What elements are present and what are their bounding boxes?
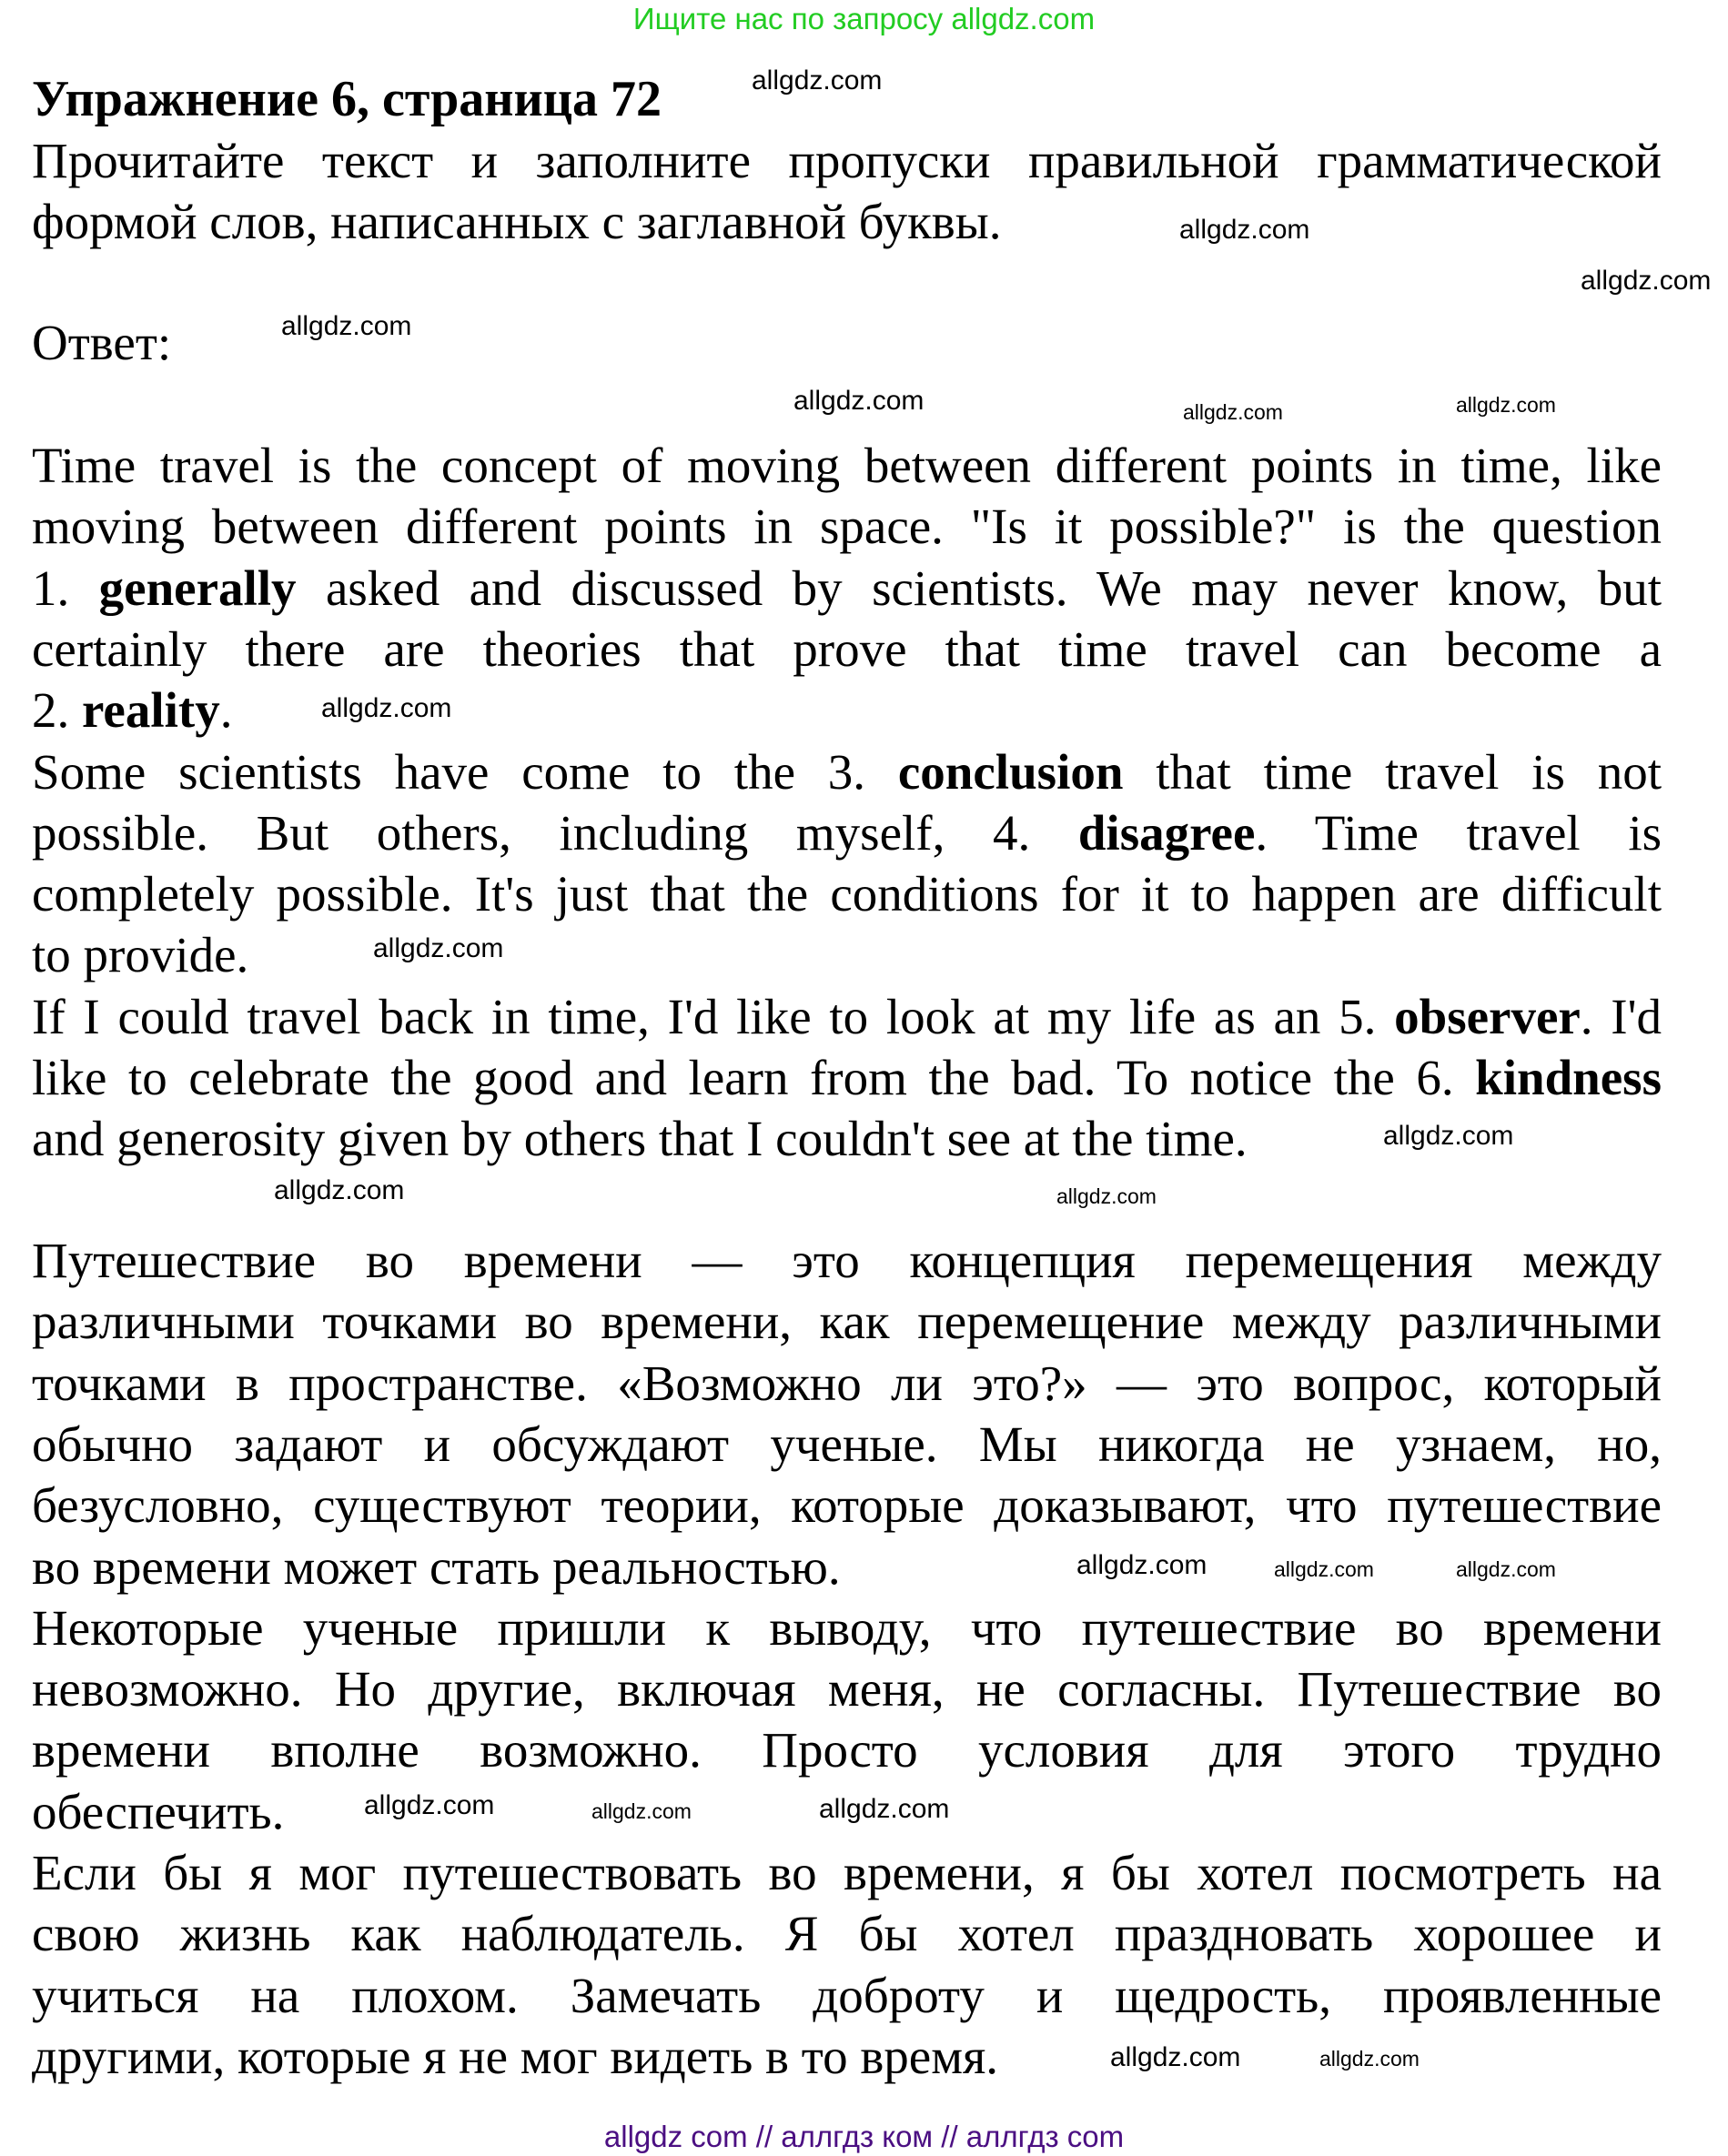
- english-line: [32, 924, 248, 985]
- watermark: allgdz.com: [1581, 266, 1712, 296]
- watermark: allgdz.com: [1383, 1121, 1514, 1151]
- text-segment: Some scientists have come to the 3.: [32, 743, 898, 800]
- english-line: [32, 986, 1662, 1047]
- instruction-line-2: формой слов, написанных с заглавной буквы.: [32, 194, 1002, 249]
- watermark: allgdz.com: [1183, 400, 1283, 424]
- russian-line: [32, 1536, 841, 1597]
- watermark: allgdz.com: [1319, 2047, 1420, 2070]
- english-line: [32, 741, 1662, 802]
- text-segment: . I'd: [1580, 988, 1662, 1044]
- text-segment: невозможно. Но другие, включая меня, не согласны. Путешествие во: [32, 1661, 1662, 1718]
- text-segment: . Time travel is: [1255, 804, 1662, 861]
- answer-word: disagree: [1077, 804, 1256, 861]
- text-segment: .: [219, 682, 233, 739]
- watermark: allgdz.com: [752, 65, 883, 96]
- instruction-line-1: Прочитайте текст и заполните пропуски правильной грамматической: [32, 133, 1662, 188]
- text-segment: свою жизнь как наблюдатель. Я бы хотел праздновать хорошее и: [32, 1906, 1662, 1962]
- text-segment: обычно задают и обсуждают ученые. Мы никогда не узнаем, но,: [32, 1416, 1662, 1472]
- text-segment: completely possible. It's just that the conditions for it to happen are difficult: [32, 866, 1662, 922]
- russian-line: [32, 1781, 284, 1842]
- english-line: [32, 496, 1662, 557]
- watermark: allgdz.com: [274, 1175, 405, 1205]
- english-line: [32, 558, 1662, 619]
- text-segment: Некоторые ученые пришли к выводу, что путешествие во времени: [32, 1599, 1662, 1656]
- english-line: [32, 1108, 1248, 1169]
- watermark: allgdz.com: [1274, 1557, 1374, 1581]
- text-segment: времени вполне возможно. Просто условия для этого трудно: [32, 1722, 1662, 1778]
- english-line: [32, 863, 1662, 924]
- watermark: allgdz.com: [1076, 1550, 1208, 1580]
- text-segment: другими, которые я не мог видеть в то время.: [32, 2028, 999, 2084]
- text-segment: and generosity given by others that I couldn't see at the time.: [32, 1111, 1248, 1167]
- answer-label: Ответ:: [32, 315, 172, 370]
- bottom-banner-link[interactable]: allgdz com // аллгдз ком // аллгдз com: [603, 2120, 1125, 2153]
- text-segment: Путешествие во времени — это концепция перемещения между: [32, 1233, 1662, 1288]
- russian-line: [32, 1965, 1662, 2026]
- russian-line: [32, 1353, 1662, 1414]
- russian-line: [32, 1291, 1662, 1352]
- answer-word: observer: [1394, 988, 1581, 1044]
- text-segment: moving between different points in space. "Is it possible?" is the question: [32, 499, 1662, 555]
- text-segment: possible. But others, including myself, 4.: [32, 804, 1078, 861]
- answer-word: conclusion: [897, 743, 1124, 800]
- watermark: allgdz.com: [819, 1794, 950, 1824]
- exercise-heading: Упражнение 6, страница 72: [32, 71, 662, 127]
- watermark: allgdz.com: [591, 1799, 692, 1823]
- watermark: allgdz.com: [321, 693, 452, 723]
- text-segment: обеспечить.: [32, 1783, 285, 1839]
- text-segment: 1.: [32, 559, 99, 616]
- watermark: allgdz.com: [281, 311, 412, 341]
- english-line: [32, 1047, 1662, 1108]
- watermark: allgdz.com: [1456, 1557, 1556, 1581]
- answer-word: reality: [82, 682, 220, 739]
- watermark: allgdz.com: [793, 386, 925, 416]
- text-segment: точками в пространстве. «Возможно ли это?» — это вопрос, который: [32, 1355, 1662, 1411]
- text-segment: that time travel is not: [1123, 743, 1662, 800]
- text-segment: 2.: [32, 682, 82, 739]
- russian-line: [32, 1475, 1662, 1536]
- text-segment: во времени может стать реальностью.: [32, 1538, 841, 1595]
- russian-line: [32, 1414, 1662, 1475]
- russian-line: [32, 1842, 1662, 1903]
- top-banner-link[interactable]: Ищите нас по запросу allgdz.com: [632, 2, 1096, 35]
- russian-line: [32, 1658, 1662, 1719]
- english-line: [32, 619, 1662, 680]
- text-segment: like to celebrate the good and learn from the bad. To notice the 6.: [32, 1050, 1476, 1105]
- text-segment: If I could travel back in time, I'd like to look at my life as an 5.: [32, 988, 1395, 1044]
- text-segment: certainly there are theories that prove that time travel can become a: [32, 620, 1662, 677]
- watermark: allgdz.com: [1179, 215, 1310, 245]
- text-segment: asked and discussed by scientists. We may never know, but: [296, 559, 1662, 616]
- russian-line: [32, 1597, 1662, 1658]
- text-segment: to provide.: [32, 927, 249, 983]
- watermark: allgdz.com: [1110, 2042, 1241, 2072]
- watermark: allgdz.com: [1456, 393, 1556, 417]
- english-line: [32, 802, 1662, 863]
- watermark: allgdz.com: [364, 1790, 495, 1820]
- text-segment: безусловно, существуют теории, которые доказывают, что путешествие: [32, 1477, 1662, 1534]
- russian-line: [32, 1230, 1662, 1291]
- text-segment: Time travel is the concept of moving between different points in time, like: [32, 438, 1662, 493]
- russian-line: [32, 2026, 998, 2087]
- english-line: [32, 680, 232, 740]
- russian-line: [32, 1903, 1662, 1964]
- answer-word: generally: [98, 559, 297, 616]
- english-line: [32, 435, 1662, 496]
- text-segment: Если бы я мог путешествовать во времени, я бы хотел посмотреть на: [32, 1845, 1662, 1900]
- text-segment: различными точками во времени, как перемещение между различными: [32, 1294, 1662, 1350]
- russian-line: [32, 1719, 1662, 1780]
- watermark: allgdz.com: [373, 933, 504, 963]
- text-segment: учиться на плохом. Замечать доброту и щедрость, проявленные: [32, 1967, 1662, 2023]
- watermark: allgdz.com: [1056, 1184, 1157, 1208]
- answer-word: kindness: [1475, 1050, 1662, 1105]
